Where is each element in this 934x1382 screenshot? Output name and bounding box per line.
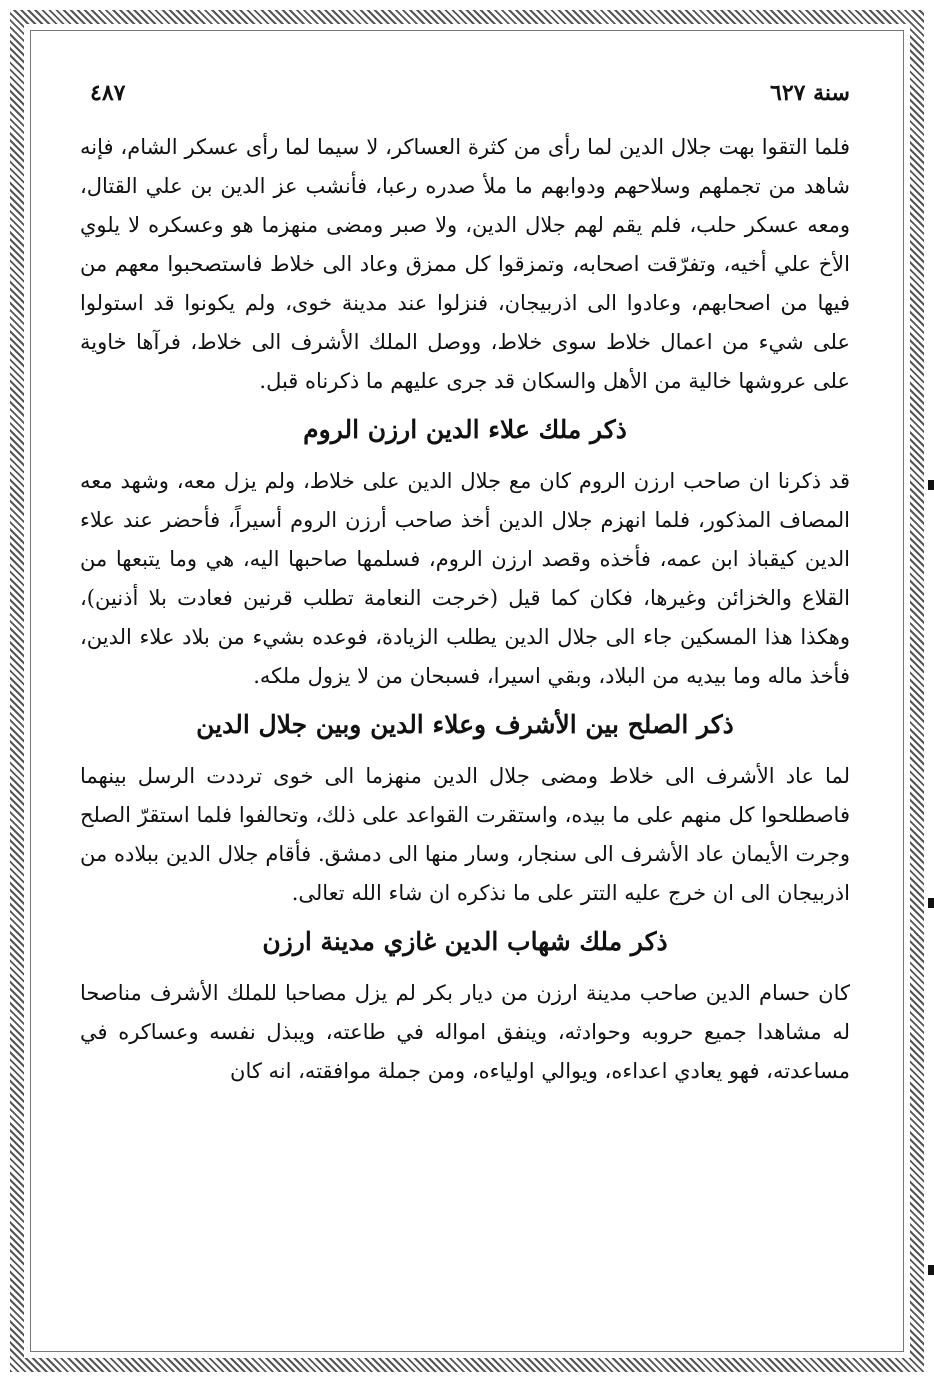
paragraph-intro: فلما التقوا بهت جلال الدين لما رأى من كثرة العساكر، لا سيما لما رأى عسكر الشام، فإنه شاهد من تجملهم وسلاحهم ودوابهم ما ملأ صدره رعبا، فأنشب عز الدين بن علي القتال، ومعه عسكر حلب، فلم يقم لهم جلال الدين، ولا صبر ومضى منهزما هو وعسكره لا يلوي الأخ علي أخيه، وتفرّقت اصحابه، وتمزقوا كل ممزق وعاد الى خلاط فاستصحبوا معهم من فيها من اصحابهم، وعادوا الى اذربيجان، فنزلوا عند مدينة خوى، ولم يكونوا قد استولوا على شيء من اعمال خلاط سوى خلاط، ووصل الملك الأشرف الى خلاط، فرآها خاوية على عروشها خالية من الأهل والسكان قد جرى عليهم ما ذكرناه قبل. [80, 135, 850, 393]
edge-mark [928, 480, 934, 490]
page-number: ٤٨٧ [90, 80, 126, 106]
section-heading-peace: ذكر الصلح بين الأشرف وعلاء الدين وبين جلال الدين [196, 710, 734, 739]
section-heading-erzurum: ذكر ملك علاء الدين ارزن الروم [303, 415, 627, 444]
paragraph-arzan: كان حسام الدين صاحب مدينة ارزن من ديار بكر لم يزل مصاحبا للملك الأشرف مناصحا له مشاهدا جميع حروبه وحوادثه، وينفق امواله في طاعته، ويبذل نفسه وعساكره في مساعدته، فهو يعادي اعداءه، ويوالي اولياءه، ومن جملة موافقته، انه كان [80, 981, 850, 1083]
running-header [80, 80, 850, 120]
paragraph-erzurum: قد ذكرنا ان صاحب ارزن الروم كان مع جلال الدين على خلاط، ولم يزل معه، وشهد معه المصاف المذكور، فلما انهزم جلال الدين أخذ صاحب أرزن الروم أسيراً، فأحضر عند علاء الدين كيقباذ ابن عمه، فأخذه وقصد ارزن الروم، فسلمها صاحبها اليه، هي وما يتبعها من القلاع والخزائن وغيرها، فكان كما قيل (خرجت النعامة تطلب قرنين فعادت بلا أذنين)، وهكذا هذا المسكين جاء الى جلال الدين يطلب الزيادة، فوعده بشيء من بلاد علاء الدين، فأخذ ماله وما بيديه من البلاد، وبقي اسيرا، فسبحان من لا يزول ملكه. [80, 469, 850, 688]
paragraph-peace: لما عاد الأشرف الى خلاط ومضى جلال الدين منهزما الى خوى ترددت الرسل بينهما فاصطلحوا كل منهم على ما بيده، واستقرت القواعد على ذلك، وتحالفوا فلما استقرّ الصلح وجرت الأيمان عاد الأشرف الى سنجار، وسار منها الى دمشق. فأقام جلال الدين ببلاده من اذربيجان الى ان خرج عليه التتر على ما نذكره ان شاء الله تعالى. [80, 764, 850, 905]
edge-mark [928, 898, 934, 908]
year-label: سنة ٦٢٧ [770, 80, 850, 106]
document-page [80, 80, 850, 1091]
edge-mark [928, 1265, 934, 1275]
section-heading-arzan: ذكر ملك شهاب الدين غازي مدينة ارزن [262, 927, 668, 956]
